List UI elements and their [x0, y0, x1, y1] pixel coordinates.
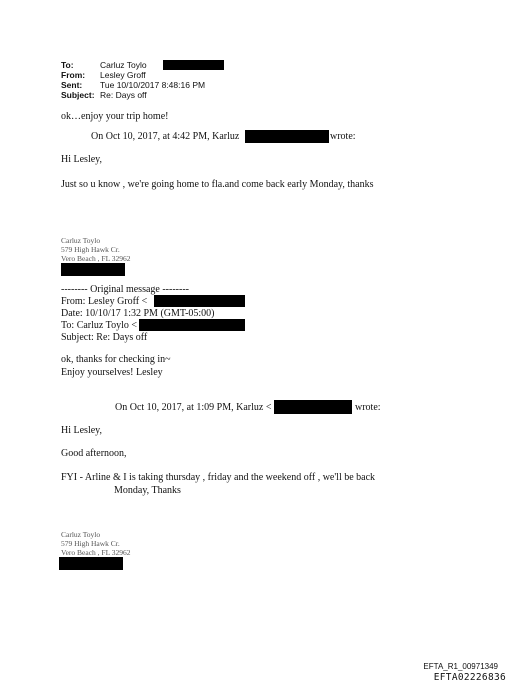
original-date: Date: 10/10/17 1:32 PM (GMT-05:00) [61, 308, 215, 319]
bates-number-2: EFTA02226836 [433, 672, 506, 683]
signature1-street: 579 High Hawk Cr. [61, 245, 120, 254]
redaction-box [245, 130, 329, 143]
redaction-box [163, 60, 224, 70]
redaction-box [274, 400, 352, 414]
redaction-box [61, 263, 125, 276]
bates-number-1: EFTA_R1_00971349 [423, 662, 498, 671]
header-sent-value: Tue 10/10/2017 8:48:16 PM [100, 80, 206, 90]
quote1-wrote: wrote: [330, 131, 356, 142]
original-to: To: Carluz Toylo < [61, 320, 137, 331]
signature2-city: Vero Beach , FL 32962 [61, 548, 131, 557]
signature1-name: Carluz Toylo [61, 236, 101, 245]
redaction-box [139, 319, 245, 331]
reply-text: ok…enjoy your trip home! [61, 111, 169, 122]
header-sent-label: Sent: [61, 80, 83, 90]
original-subject: Subject: Re: Days off [61, 332, 148, 343]
original-from: From: Lesley Groff < [61, 296, 148, 307]
quote2-attribution: On Oct 10, 2017, at 1:09 PM, Karluz < [115, 402, 272, 413]
header-to-label: To: [61, 60, 74, 70]
header-subject-label: Subject: [61, 90, 95, 100]
signature2-name: Carluz Toylo [61, 530, 101, 539]
greeting-2: Hi Lesley, [61, 425, 103, 436]
message-1: Just so u know , we're going home to fla.and come back early Monday, thanks [61, 179, 374, 190]
redaction-box [59, 557, 123, 570]
signature2-street: 579 High Hawk Cr. [61, 539, 120, 548]
signature1-city: Vero Beach , FL 32962 [61, 254, 131, 263]
reply2-line2: Enjoy yourselves! Lesley [61, 367, 163, 378]
original-divider: -------- Original message -------- [61, 284, 189, 295]
redaction-box [154, 295, 245, 307]
reply2-line1: ok, thanks for checking in~ [61, 354, 171, 365]
quote1-attribution: On Oct 10, 2017, at 4:42 PM, Karluz [91, 131, 240, 142]
quote2-wrote: wrote: [355, 402, 381, 413]
greeting-1: Hi Lesley, [61, 154, 103, 165]
header-from-value: Lesley Groff [100, 70, 146, 80]
header-to-value: Carluz Toylo [100, 60, 147, 70]
header-from-label: From: [61, 70, 86, 80]
header-subject-value: Re: Days off [100, 90, 147, 100]
fyi-line1: FYI - Arline & I is taking thursday , friday and the weekend off , we'll be back [61, 472, 376, 483]
fyi-line2: Monday, Thanks [114, 485, 181, 496]
good-afternoon: Good afternoon, [61, 448, 127, 459]
